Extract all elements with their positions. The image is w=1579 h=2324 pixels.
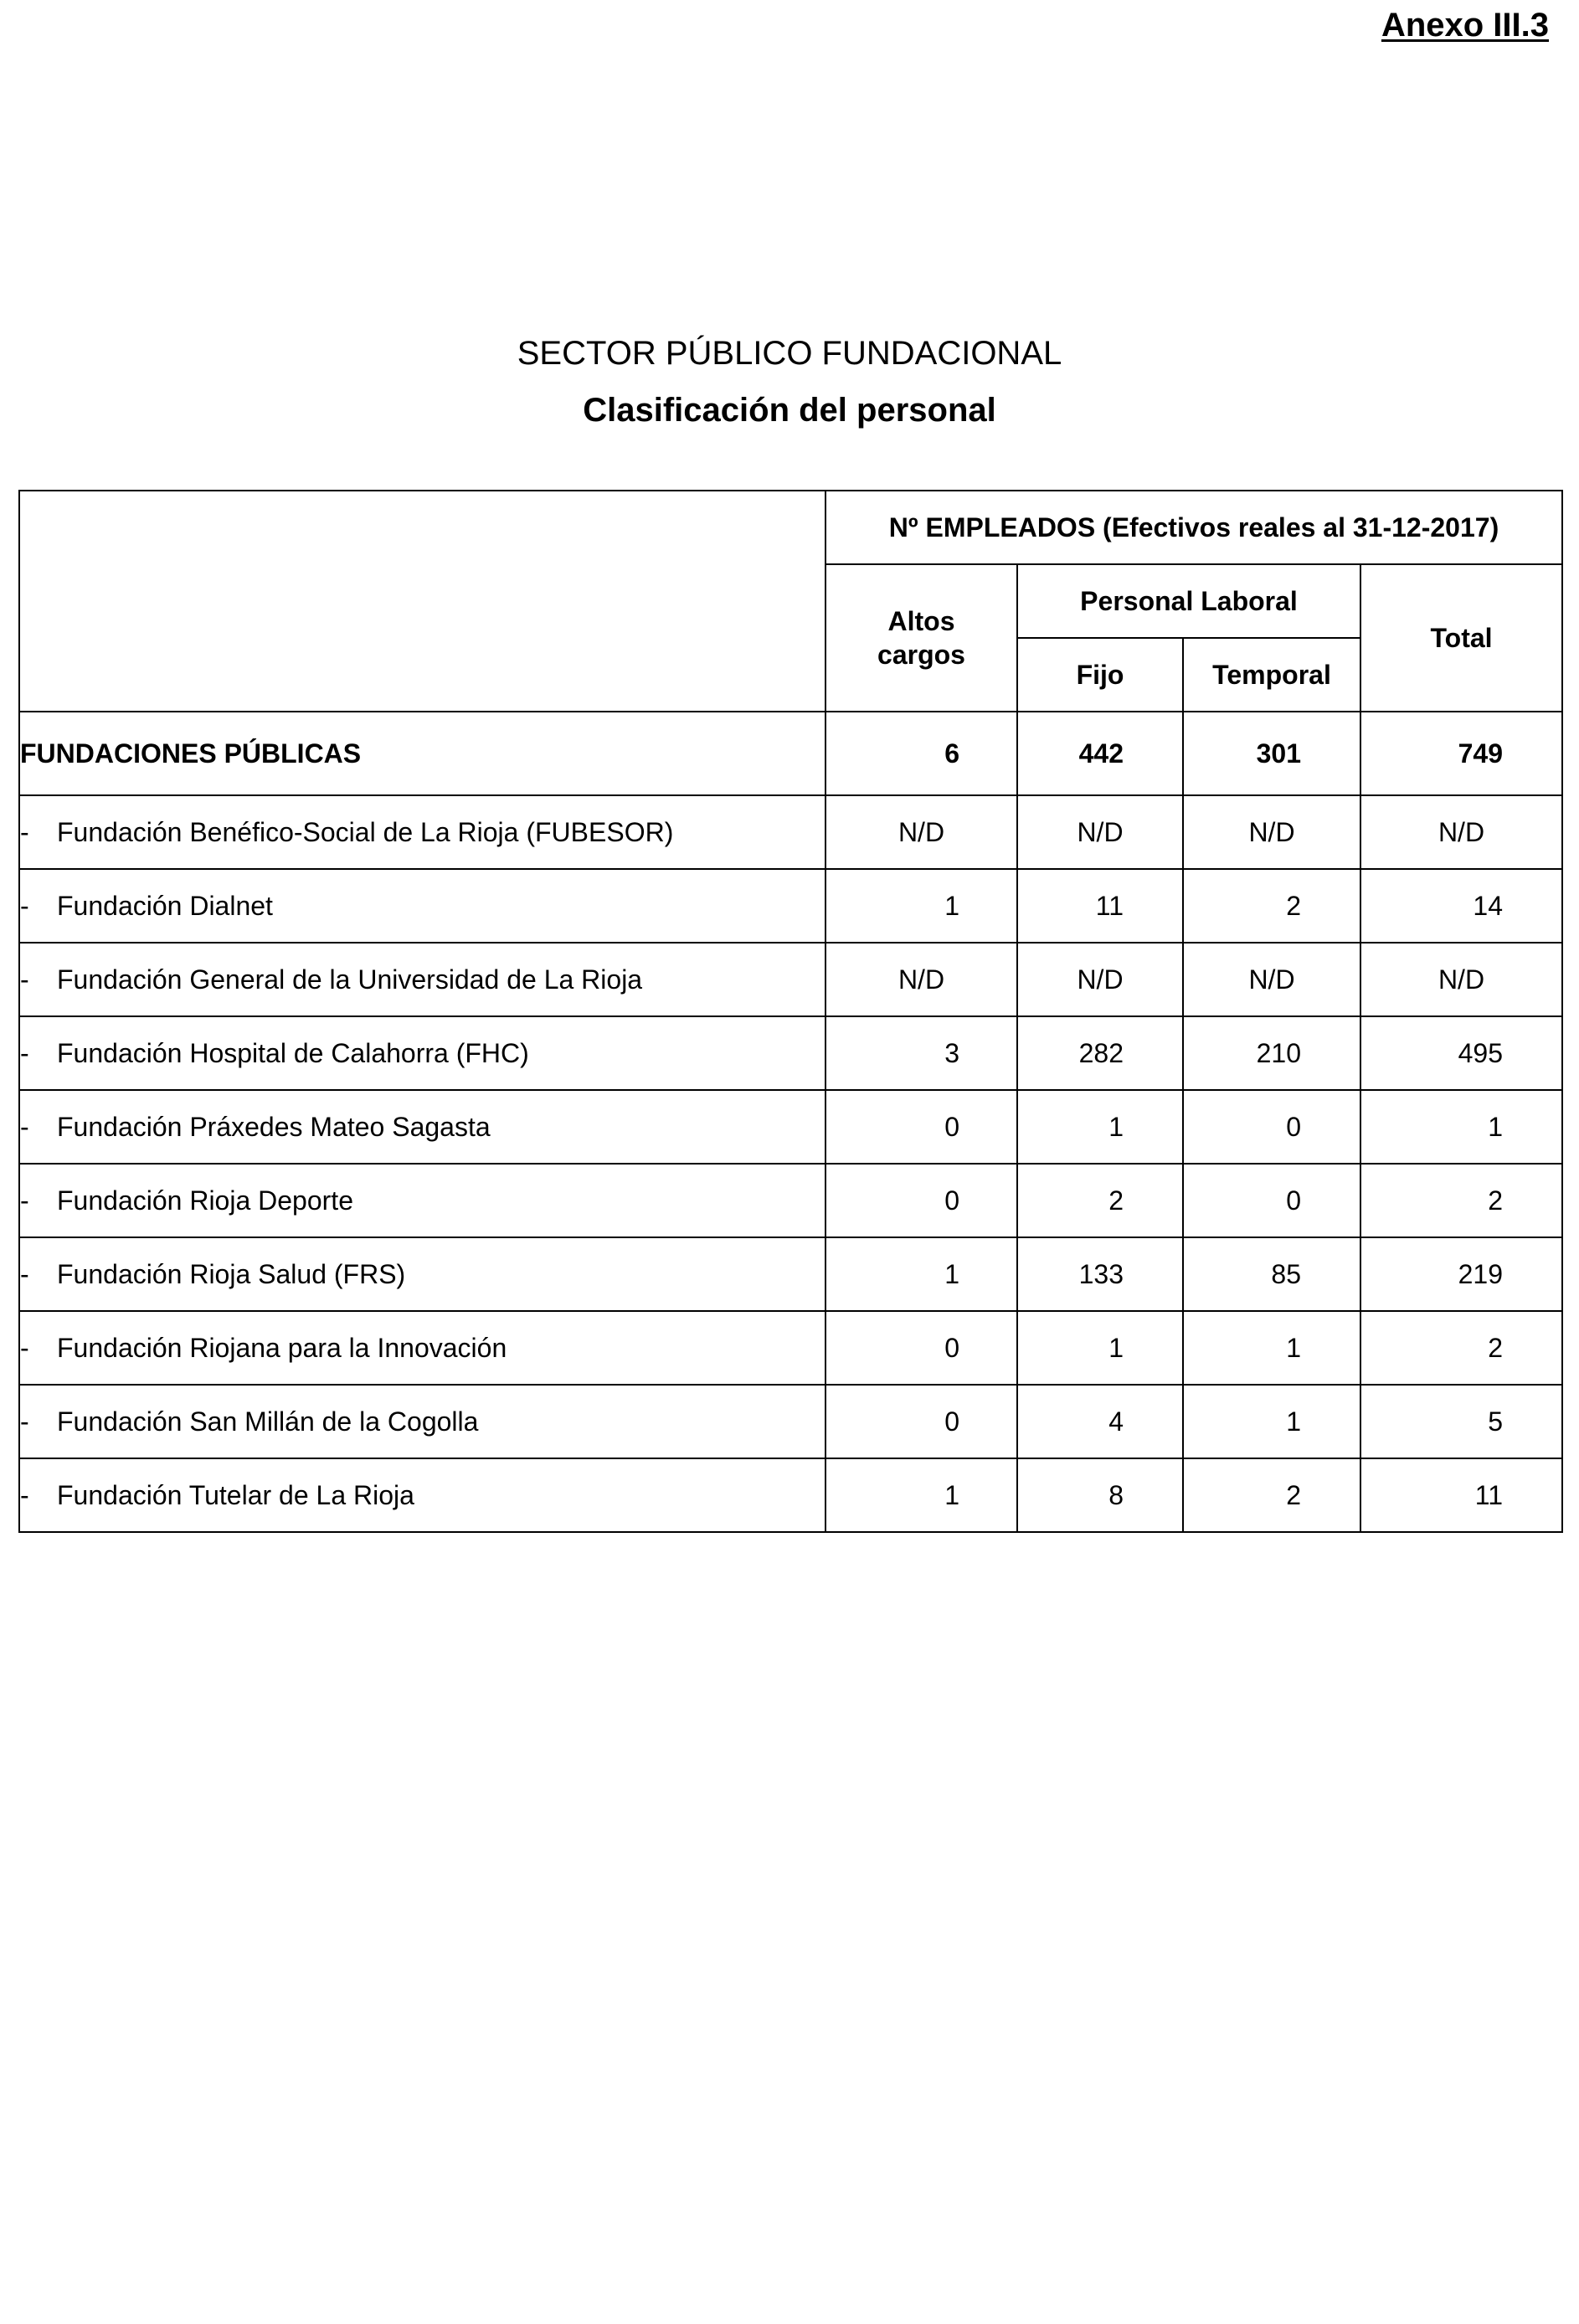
header-altos-line1: Altos [887,606,955,636]
cell-fijo: 282 [1017,1016,1183,1090]
table-row [19,943,1562,1016]
cell-altos: N/D [826,795,1017,869]
row-dash: - [20,1111,29,1142]
table-row [19,1385,1562,1458]
total-row [19,712,1562,795]
cell-temporal: 2 [1183,869,1360,943]
cell-fijo: 11 [1017,869,1183,943]
cell-temporal: 1 [1183,1311,1360,1385]
row-dash: - [20,1258,29,1289]
total-temporal: 301 [1183,712,1360,795]
table-row [19,869,1562,943]
cell-fijo: 1 [1017,1090,1183,1164]
row-name: Fundación Benéfico-Social de La Rioja (FUBESOR) [57,816,674,847]
cell-fijo: 1 [1017,1311,1183,1385]
row-name: Fundación Práxedes Mateo Sagasta [57,1111,491,1142]
row-dash: - [20,1406,29,1437]
cell-temporal: 0 [1183,1090,1360,1164]
cell-altos: 1 [826,1237,1017,1311]
row-dash: - [20,816,29,847]
row-name-cell [19,1016,826,1090]
cell-temporal: 85 [1183,1237,1360,1311]
cell-fijo: N/D [1017,943,1183,1016]
cell-altos: 0 [826,1090,1017,1164]
header-fijo: Fijo [1017,638,1183,712]
staff-table [18,490,1563,1533]
table-row [19,1090,1562,1164]
cell-total: 1 [1360,1090,1562,1164]
row-dash: - [20,1185,29,1216]
table-body [19,712,1562,1532]
row-name: Fundación Rioja Salud (FRS) [57,1258,406,1289]
cell-total: 2 [1360,1311,1562,1385]
header-temporal: Temporal [1183,638,1360,712]
row-dash: - [20,890,29,921]
cell-temporal: 2 [1183,1458,1360,1532]
cell-total: N/D [1360,943,1562,1016]
row-name: Fundación Riojana para la Innovación [57,1332,507,1363]
row-name-cell [19,1237,826,1311]
cell-altos: N/D [826,943,1017,1016]
cell-fijo: 8 [1017,1458,1183,1532]
cell-temporal: 1 [1183,1385,1360,1458]
table-row [19,1458,1562,1532]
cell-total: 495 [1360,1016,1562,1090]
row-name-cell [19,1164,826,1237]
row-name-cell [19,1311,826,1385]
header-altos-line2: cargos [877,640,965,670]
header-empty-cell [19,491,826,712]
cell-total: 2 [1360,1164,1562,1237]
row-name: Fundación Hospital de Calahorra (FHC) [57,1037,529,1068]
cell-total: 219 [1360,1237,1562,1311]
cell-total: N/D [1360,795,1562,869]
row-dash: - [20,1479,29,1510]
cell-altos: 1 [826,1458,1017,1532]
annex-label: Anexo III.3 [1381,7,1549,44]
cell-fijo: 133 [1017,1237,1183,1311]
cell-fijo: 2 [1017,1164,1183,1237]
cell-temporal: 210 [1183,1016,1360,1090]
row-name: Fundación Dialnet [57,890,273,921]
cell-temporal: N/D [1183,943,1360,1016]
total-total: 749 [1360,712,1562,795]
page-subtitle: Clasificación del personal [583,392,996,429]
total-fijo: 442 [1017,712,1183,795]
row-dash: - [20,964,29,995]
cell-total: 14 [1360,869,1562,943]
cell-fijo: N/D [1017,795,1183,869]
table-row [19,795,1562,869]
cell-temporal: N/D [1183,795,1360,869]
cell-total: 5 [1360,1385,1562,1458]
total-altos: 6 [826,712,1017,795]
table-row [19,1237,1562,1311]
row-name: Fundación Rioja Deporte [57,1185,353,1216]
cell-altos: 1 [826,869,1017,943]
cell-altos: 0 [826,1164,1017,1237]
cell-altos: 0 [826,1385,1017,1458]
page-title: SECTOR PÚBLICO FUNDACIONAL [517,335,1062,372]
header-employees: Nº EMPLEADOS (Efectivos reales al 31-12-2017) [826,491,1562,564]
row-name: Fundación General de la Universidad de La Rioja [57,964,643,995]
row-dash: - [20,1332,29,1363]
table-row [19,1016,1562,1090]
total-row-label: FUNDACIONES PÚBLICAS [19,712,826,795]
header-altos-cargos [826,564,1017,712]
row-name: Fundación San Millán de la Cogolla [57,1406,479,1437]
row-name-cell [19,1090,826,1164]
cell-altos: 3 [826,1016,1017,1090]
row-dash: - [20,1037,29,1068]
row-name-cell [19,869,826,943]
header-personal-laboral: Personal Laboral [1017,564,1360,638]
row-name-cell [19,1458,826,1532]
header-total: Total [1360,564,1562,712]
cell-fijo: 4 [1017,1385,1183,1458]
table-row [19,1311,1562,1385]
cell-temporal: 0 [1183,1164,1360,1237]
table-header [19,491,1562,712]
row-name-cell [19,1385,826,1458]
row-name-cell [19,795,826,869]
row-name: Fundación Tutelar de La Rioja [57,1479,414,1510]
row-name-cell [19,943,826,1016]
cell-total: 11 [1360,1458,1562,1532]
table-row [19,1164,1562,1237]
cell-altos: 0 [826,1311,1017,1385]
